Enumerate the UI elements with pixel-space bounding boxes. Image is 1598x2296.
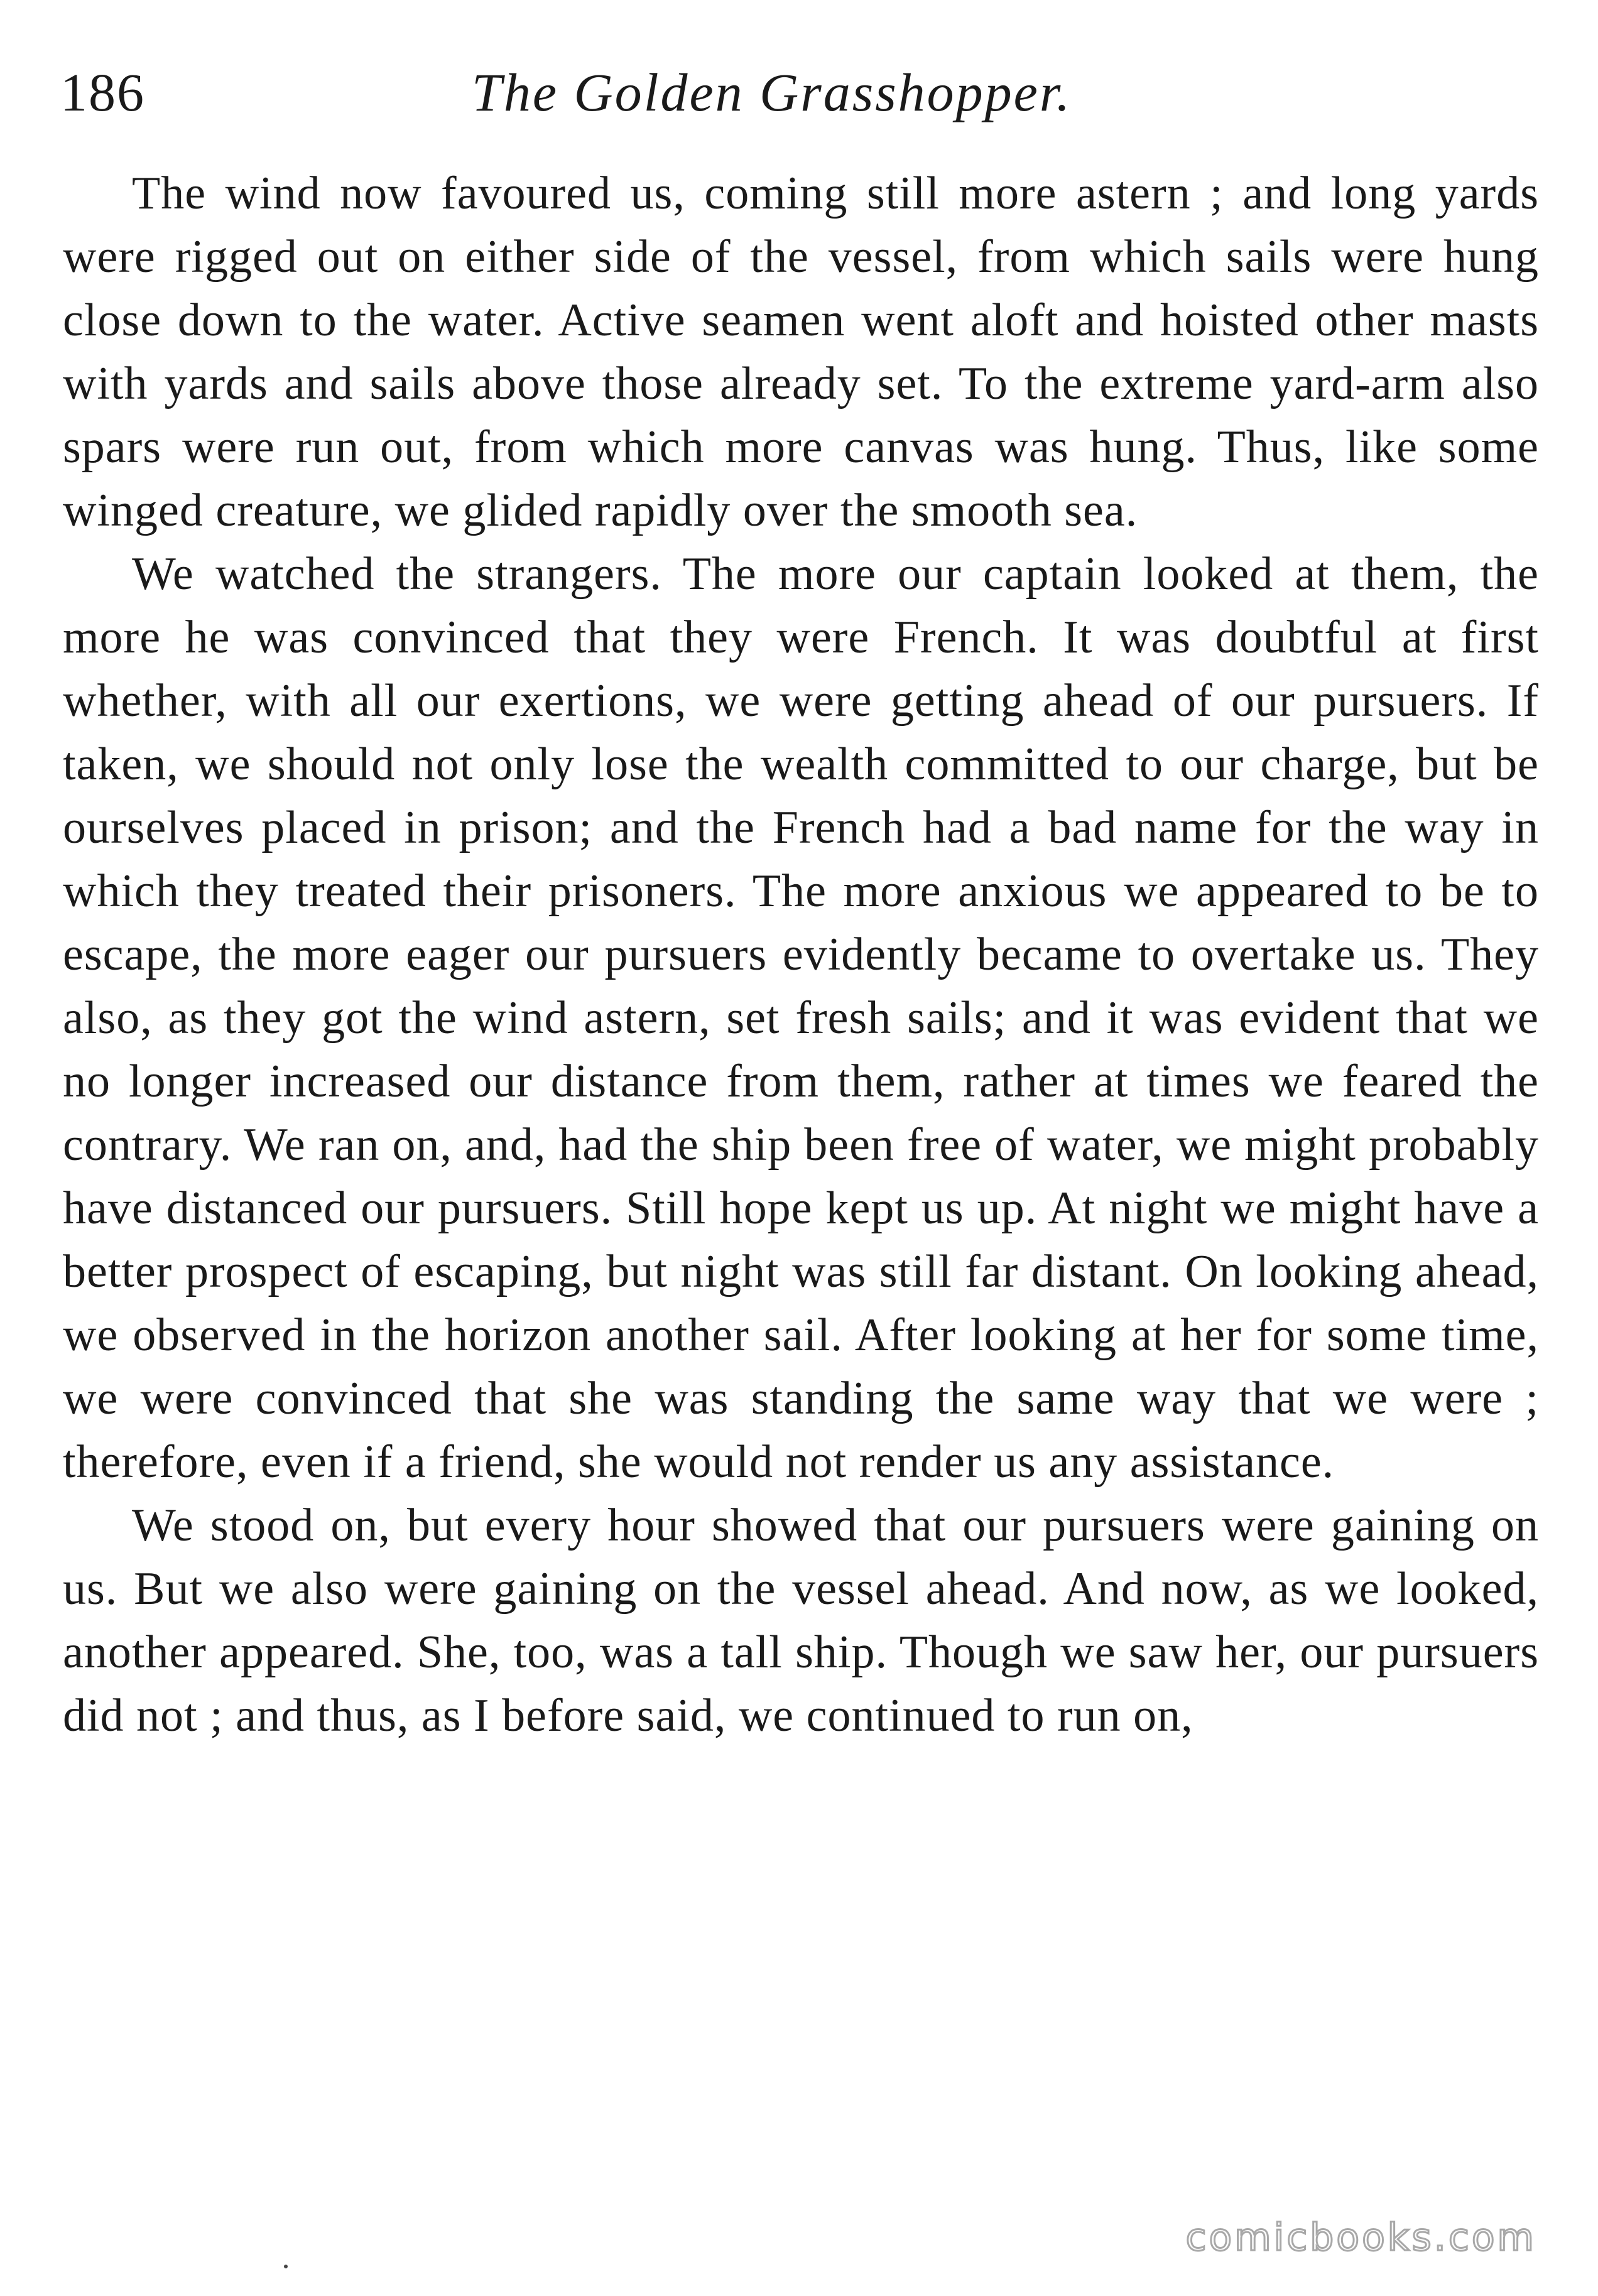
paragraph-2: We watched the strangers. The more our captain looked at them, the more he was convinced that they were French. It was doubtful at first whether, with all our exertions, we were getting ahead of our pursuers. If taken, we should not only lose the wealth committed to our charge, but be ourselves placed in prison; and the French had a bad name for the way in which they treated their prisoners. The more anxious we appeared to be to escape, the more eager our pursuers evidently became to overtake us. They also, as they got the wind astern, set fresh sails; and it was evident that we no longer increased our distance from them, rather at times we feared the contrary. We ran on, and, had the ship been free of water, we might probably have distanced our pursuers. Still hope kept us up. At night we might have a better prospect of escaping, but night was still far distant. On looking ahead, we observed in the horizon another sail. After looking at her for some time, we were convinced that she was standing the same way that we were ; therefore, even if a friend, she would not render us any assistance. <box>63 548 1539 1488</box>
print-speck <box>284 2265 288 2268</box>
page-header <box>60 58 1530 127</box>
watermark-logo: comicbooks.com <box>1185 2216 1536 2260</box>
paragraph-1: The wind now favoured us, coming still more astern ; and long yards were rigged out on either side of the vessel, from which sails were hung close down to the water. Active seamen went aloft and hoisted other masts with yards and sails above those already set. To the extreme yard-arm also spars were run out, from which more canvas was hung. Thus, like some winged creature, we glided rapidly over the smooth sea. <box>63 168 1539 536</box>
paragraph-3: We stood on, but every hour showed that our pursuers were gaining on us. But we also were gaining on the vessel ahead. And now, as we looked, another appeared. She, too, was a tall ship. Though we saw her, our pursuers did not ; and thus, as I before said, we continued to run on, <box>63 1500 1539 1741</box>
running-title: The Golden Grasshopper. <box>472 62 1072 122</box>
page-number: 186 <box>60 62 145 122</box>
body-text <box>63 162 1539 1748</box>
